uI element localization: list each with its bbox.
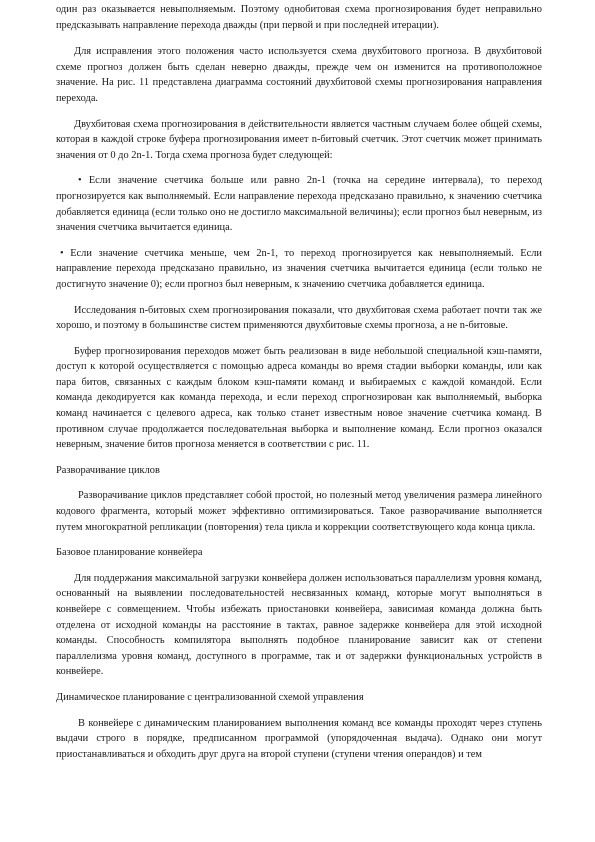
paragraph-dynamic-scheduling: В конвейере с динамическим планированием выполнения команд все команды проходят через ступень выдачи строго в порядке, предписанном программой (упорядоченная выдача). Однако они могут приостанавливаться и обходить друг друга на второй ступени (ступени чтения операндов) и тем xyxy=(56,717,542,760)
list-item-counter-less: • Если значение счетчика меньше, чем 2n-1, то переход прогнозируется как невыполняемый. Если направление перехода предсказано правильно, из значения счетчика вычитается единица (если только не достигнуто значение 0); если прогноз был неверным, к значению счетчика добавляется единица. xyxy=(56,247,542,290)
list-item-counter-greater: • Если значение счетчика больше или равно 2n-1 (точка на середине интервала), то переход прогнозируется как выполняемый. Если направление перехода предсказано правильно, к значению счетчика добавляется единица (если только оно не достигло максимальной величины); если прогноз был неверным, из значения счетчика вычитается единица. xyxy=(56,175,542,234)
paragraph-loop-unrolling: Разворачивание циклов представляет собой простой, но полезный метод увеличения размера линейного кодового фрагмента, который может эффективно оптимизироваться. Такое разворачивание выполняется путем многократной репликации (повторения) тела цикла и коррекции соответствующего кода конца цикла. xyxy=(56,490,542,533)
paragraph-two-bit-scheme: Для исправления этого положения часто используется схема двухбитового прогноза. В двухбитовой схеме прогноз должен быть сделан неверно дважды, прежде чем он изменится на противоположное значение. На рис. 11 представлена диаграмма состояний двухбитовой схемы прогнозирования направления перехода. xyxy=(56,46,542,104)
section-heading-loop-unrolling: Разворачивание циклов xyxy=(56,464,160,476)
section-heading-basic-pipeline-scheduling: Базовое планирование конвейера xyxy=(56,547,203,559)
paragraph-branch-prediction-buffer: Буфер прогнозирования переходов может быть реализован в виде небольшой специальной кэш-памяти, доступ к которой осуществляется с помощью адреса команды во время стадии выборки команды, или как пара битов, связанных с каждым блоком кэш-памяти команд и выбираемых с каждой командой. Если команда декодируется как команда перехода, и если переход спрогнозирован как выполняемый, выборка команд начинается с целевого адреса, как только станет известным новое значение счетчика команд. В противном случае продолжается последовательная выборка и выполнение команд. Если прогноз оказался неверным, значение битов прогноза меняется в соответствии с рис. 11. xyxy=(56,345,542,451)
paragraph-pipeline-scheduling: Для поддержания максимальной загрузки конвейера должен использоваться параллелизм уровня команд, основанный на выявлении последовательностей несвязанных команд, которые могут выполняться в конвейере с совмещением. Чтобы избежать приостановки конвейера, зависимая команда должна быть отделена от исходной команды на расстояние в тактах, равное задержке конвейера для этой исходной команды. Способность компилятора выполнять подобное планирование зависит как от степени параллелизма уровня команд, доступного в программе, так и от задержки функциональных устройств в конвейере. xyxy=(56,572,542,678)
section-heading-dynamic-scheduling: Динамическое планирование с централизованной схемой управления xyxy=(56,691,364,703)
paragraph-one-bit-prediction-end: один раз оказывается невыполняемым. Поэтому однобитовая схема прогнозирования будет неправильно предсказывать направление перехода дважды (при первой и при последней итерации). xyxy=(56,4,542,31)
document-body xyxy=(56,2,542,772)
paragraph-n-bit-research: Исследования n-битовых схем прогнозирования показали, что двухбитовая схема работает почти так же хорошо, и поэтому в большинстве систем применяются двухбитовые схемы прогноза, а не n-битовые. xyxy=(56,304,542,332)
paragraph-n-bit-counter: Двухбитовая схема прогнозирования в действительности является частным случаем более общей схемы, которая в каждой строке буфера прогнозирования имеет n-битовый счетчик. Этот счетчик может принимать значения от 0 до 2n-1. Тогда схема прогноза будет следующей: xyxy=(56,118,542,161)
